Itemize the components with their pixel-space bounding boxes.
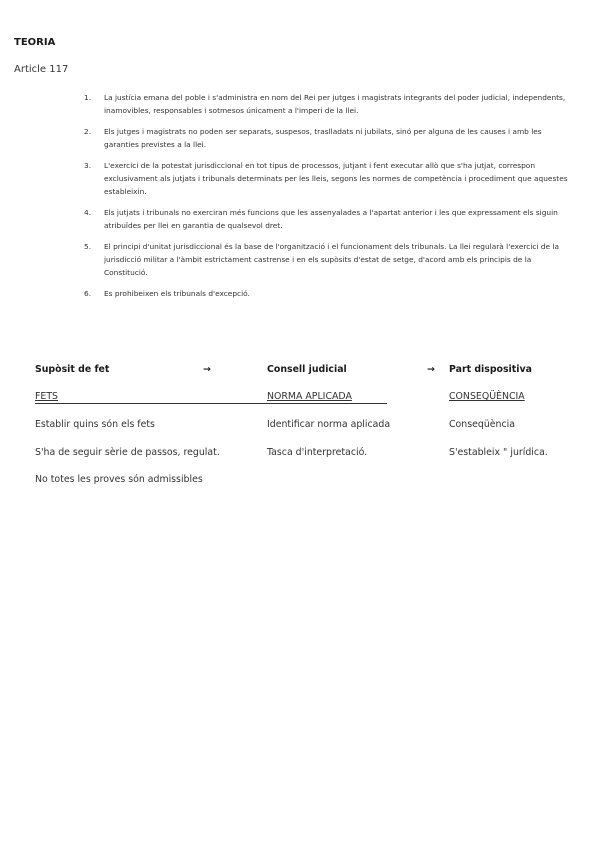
article-items-list: [84, 91, 574, 308]
scheme-cell: Tasca d'interpretació.: [267, 447, 368, 458]
scheme-cell: Establir quins són els fets: [35, 419, 155, 430]
item-number: 3.: [84, 161, 92, 170]
scheme-cell: Conseqüència: [449, 419, 515, 430]
scheme-label-facts: FETS: [35, 391, 58, 402]
scheme-cell: S'ha de seguir sèrie de passos, regulat.: [35, 447, 220, 458]
scheme-header-row: [35, 364, 575, 380]
section-heading: TEORIA: [14, 37, 56, 48]
item-number: 4.: [84, 208, 92, 217]
scheme-underlined-row: [35, 391, 575, 407]
list-item: [84, 206, 574, 232]
scheme-row: [35, 474, 575, 490]
scheme-header-col2: Consell judicial: [267, 364, 347, 375]
scheme-cell: No totes les proves són admissibles: [35, 474, 203, 485]
scheme-header-col1: Supòsit de fet: [35, 364, 110, 375]
arrow-right-icon: →: [203, 364, 211, 375]
item-text: L'exercici de la potestat jurisdiccional en tot tipus de processos, jutjant i fent executar allò que s'ha jutjat, correspon exclusivament als jutjats i tribunals determinats per les lleis, segons les normes de competència i procediment que aquestes estableixin.: [104, 161, 568, 196]
scheme-row: [35, 447, 575, 463]
list-item: [84, 287, 574, 300]
divider-line: [35, 403, 387, 404]
scheme-label-norm: NORMA APLICADA: [267, 391, 352, 402]
item-text: La justícia emana del poble i s'administra en nom del Rei per jutges i magistrats integrants del poder judicial, independents, inamovibles, responsables i sotmesos únicament a l'imperi de la llei.: [104, 93, 566, 115]
list-item: [84, 159, 574, 198]
scheme-cell: S'estableix " jurídica.: [449, 447, 548, 458]
article-title: Article 117: [14, 64, 69, 75]
list-item: [84, 91, 574, 117]
scheme-header-col3: Part dispositiva: [449, 364, 532, 375]
item-number: 1.: [84, 93, 92, 102]
scheme-cell: Identificar norma aplicada: [267, 419, 391, 430]
item-text: Es prohibeixen els tribunals d'excepció.: [104, 289, 250, 298]
item-text: Els jutjats i tribunals no exerciran més funcions que les assenyalades a l'apartat anterior i les que expressament els siguin atribuïdes per llei en garantia de qualsevol dret.: [104, 208, 558, 230]
list-item: [84, 240, 574, 279]
scheme-label-consequence: CONSEQÜÈNCIA: [449, 391, 525, 402]
item-number: 2.: [84, 127, 92, 136]
item-number: 6.: [84, 289, 92, 298]
scheme-row: [35, 419, 575, 435]
arrow-right-icon: →: [427, 364, 435, 375]
item-text: El principi d'unitat jurisdiccional és la base de l'organització i el funcionament dels tribunals. La llei regularà l'exercici de la jurisdicció militar a l'àmbit estrictament castrense i en els supòsits d'estat de setge, d'acord amb els principis de la Constitució.: [104, 242, 560, 277]
item-text: Els jutges i magistrats no poden ser separats, suspesos, traslladats ni jubilats, sinó per alguna de les causes i amb les garanties previstes a la llei.: [104, 127, 542, 149]
list-item: [84, 125, 574, 151]
item-number: 5.: [84, 242, 92, 251]
